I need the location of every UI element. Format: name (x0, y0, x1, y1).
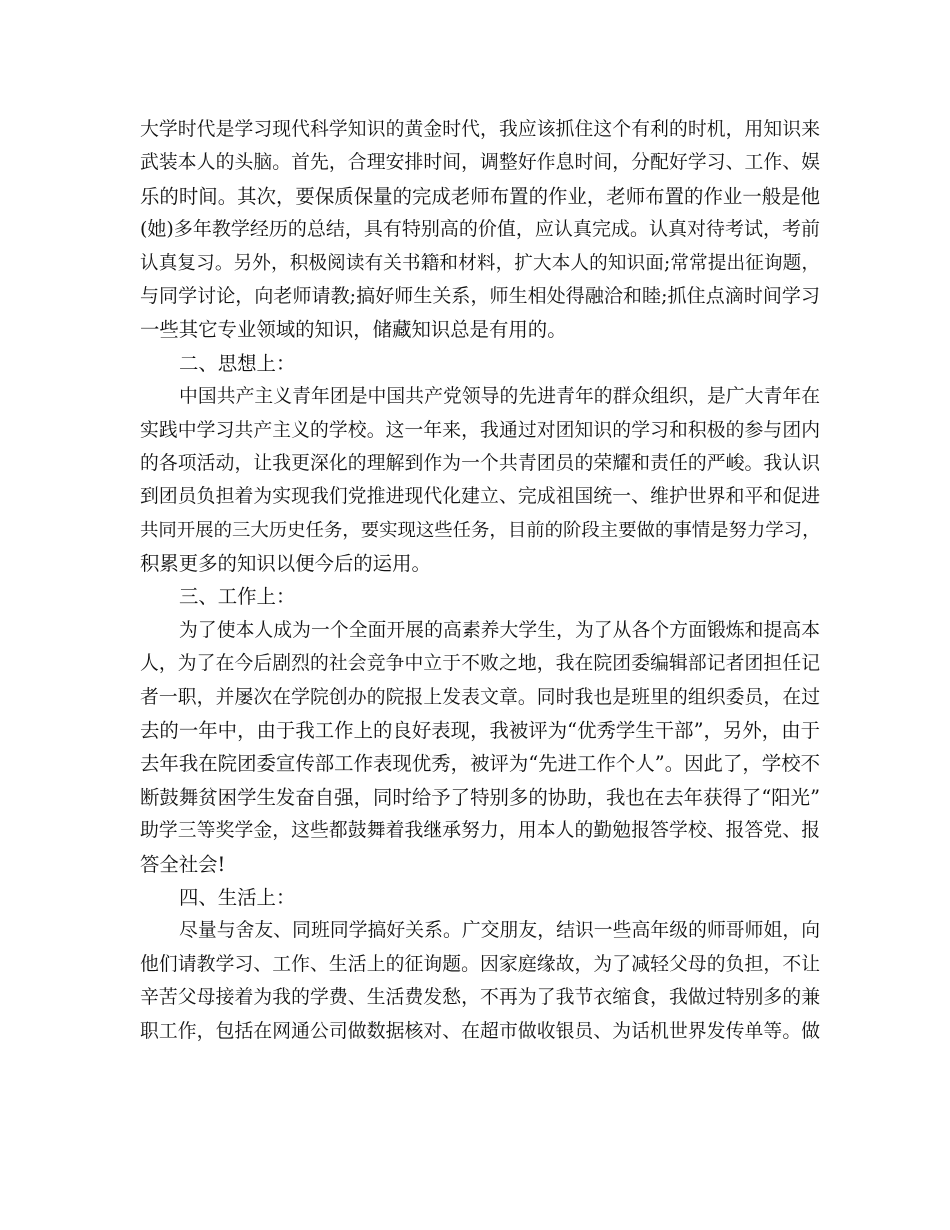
text-line: 他们请教学习、工作、生活上的征询题。因家庭缘故，为了减轻父母的负担，不让 (140, 953, 820, 975)
text-line: 积累更多的知识以便今后的运用。 (140, 552, 431, 576)
text-line: 断鼓舞贫困学生发奋自强，同时给予了特别多的协助，我也在去年获得了“阳光” (140, 785, 820, 809)
text-line: 实践中学习共产主义的学校。这一年来，我通过对团知识的学习和积极的参与团内 (140, 419, 820, 441)
text-line: 为了使本人成为一个全面开展的高素养大学生，为了从各个方面锻炼和提高本 (179, 619, 820, 641)
text-line: (她)多年教学经历的总结，具有特别高的价值，应认真完成。认真对待考试，考前 (140, 218, 820, 241)
text-line: 共同开展的三大历史任务，要实现这些任务，目前的阶段主要做的事情是努力学习， (140, 519, 821, 541)
text-line: 答全社会! (140, 852, 226, 876)
text-line: 与同学讨论，向老师请教;搞好师生关系，师生相处得融洽和睦;抓住点滴时间学习 (140, 284, 820, 307)
text-line: 者一职，并屡次在学院创办的院报上发表文章。同时我也是班里的组织委员，在过 (140, 686, 820, 708)
text-line: 的各项活动，让我更深化的理解到作为一个共青团员的荣耀和责任的严峻。我认识 (140, 452, 820, 474)
text-line: 四、生活上： (179, 885, 296, 909)
text-line: 到团员负担着为实现我们党推进现代化建立、完成祖国统一、维护世界和平和促进 (140, 486, 820, 508)
text-line: 三、工作上： (179, 585, 296, 609)
text-line: 职工作，包括在网通公司做数据核对、在超市做收银员、为话机世界发传单等。做 (140, 1020, 820, 1042)
text-line: 人，为了在今后剧烈的社会竞争中立于不败之地，我在院团委编辑部记者团担任记 (140, 653, 820, 675)
document-body (140, 113, 820, 1048)
text-line: 去的一年中，由于我工作上的良好表现，我被评为“优秀学生干部”，另外，由于 (140, 719, 820, 743)
text-line: 大学时代是学习现代科学知识的黄金时代，我应该抓住这个有利的时机，用知识来 (140, 119, 820, 140)
text-line: 武装本人的头脑。首先，合理安排时间，调整好作息时间，分配好学习、工作、娱 (140, 152, 820, 174)
text-line: 一些其它专业领域的知识，储藏知识总是有用的。 (140, 318, 567, 342)
text-line: 去年我在院团委宣传部工作表现优秀，被评为“先进工作个人”。因此了，学校不 (140, 752, 820, 776)
text-line: 乐的时间。其次，要保质保量的完成老师布置的作业，老师布置的作业一般是他 (140, 184, 820, 208)
text-line: 辛苦父母接着为我的学费、生活费发愁，不再为了我节衣缩食，我做过特别多的兼 (140, 987, 820, 1009)
text-line: 二、思想上： (179, 351, 296, 375)
text-line: 中国共产主义青年团是中国共产党领导的先进青年的群众组织，是广大青年在 (179, 386, 820, 408)
text-line: 尽量与舍友、同班同学搞好关系。广交朋友，结识一些高年级的师哥师姐，向 (179, 920, 820, 942)
text-line: 助学三等奖学金，这些都鼓舞着我继承努力，用本人的勤勉报答学校、报答党、报 (140, 820, 820, 842)
text-line: 认真复习。另外，积极阅读有关书籍和材料，扩大本人的知识面;常常提出征询题， (140, 252, 820, 274)
